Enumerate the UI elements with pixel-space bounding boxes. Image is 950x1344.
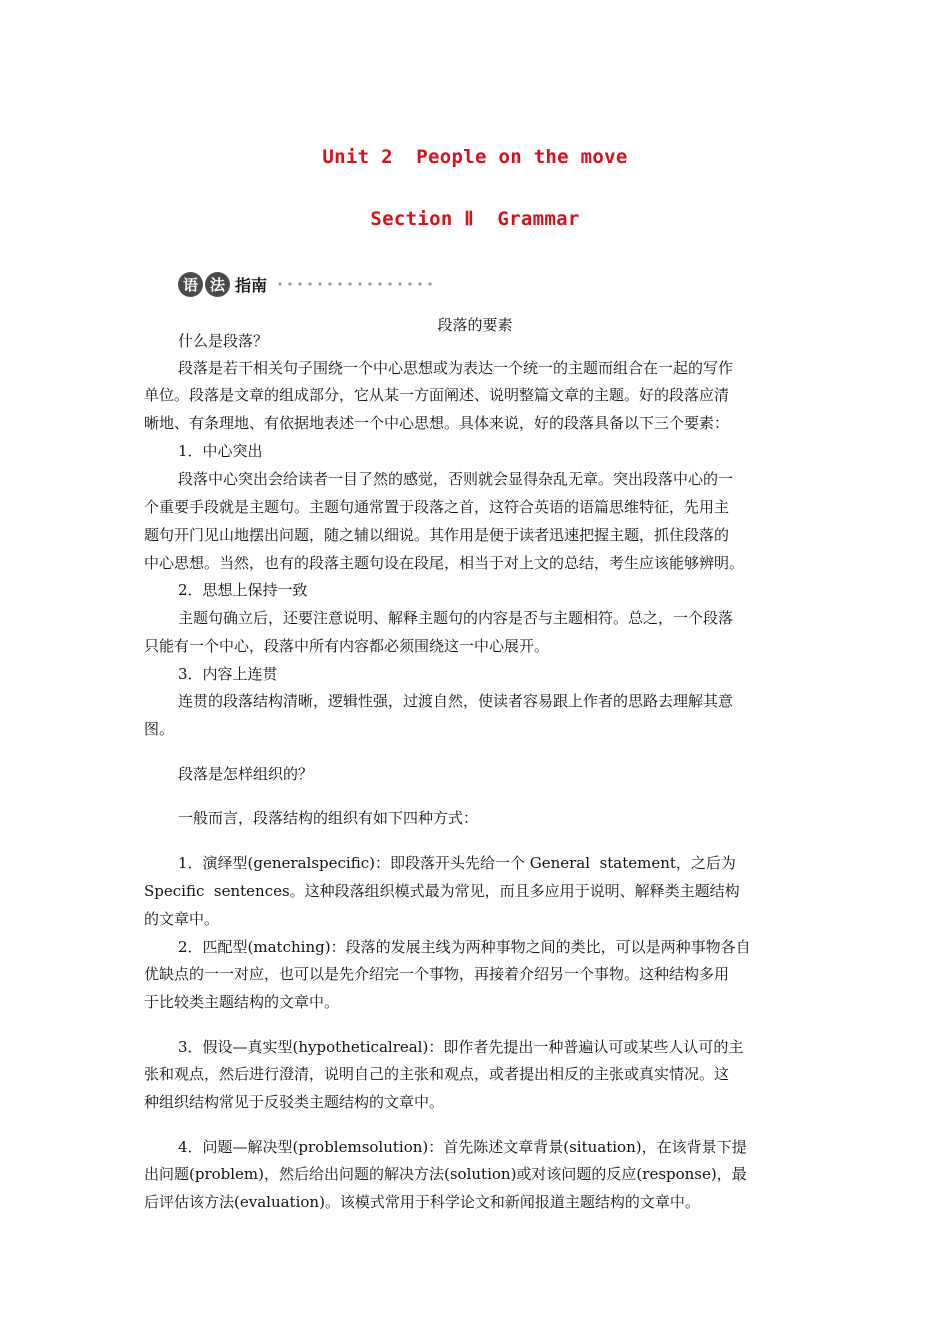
para-line: 连贯的段落结构清晰，逻辑性强，过渡自然，使读者容易跟上作者的思路去理解其意 bbox=[178, 692, 734, 710]
method-3-line: 3．假设—真实型(hypotheticalreal)：即作者先提出一种普遍认可或某些人认可的主 bbox=[178, 1038, 744, 1056]
method-1-line: Specific sentences。这种段落组织模式最为常见，而且多应用于说明、解释类主题结构 bbox=[144, 882, 740, 900]
badge-circle-1: 语 bbox=[178, 272, 203, 297]
para-line: 图。 bbox=[144, 720, 175, 738]
method-1-line: 1．演绎型(generalspecific)：即段落开头先给一个 General statement，之后为 bbox=[178, 854, 736, 872]
para-line: 只能有一个中心，段落中所有内容都必须围绕这一中心展开。 bbox=[144, 637, 550, 655]
method-3-line: 张和观点，然后进行澄清，说明自己的主张和观点，或者提出相反的主张或真实情况。这 bbox=[144, 1065, 730, 1083]
subheading-1: 1．中心突出 bbox=[178, 442, 263, 460]
dotted-divider bbox=[275, 280, 435, 288]
method-4-line: 4．问题—解决型(problemsolution)：首先陈述文章背景(situation)，在该背景下提 bbox=[178, 1138, 747, 1156]
para-line: 段落中心突出会给读者一目了然的感觉，否则就会显得杂乱无章。突出段落中心的一 bbox=[178, 470, 734, 488]
question-how-organized: 段落是怎样组织的？ bbox=[178, 765, 314, 783]
badge-circle-2: 法 bbox=[205, 272, 230, 297]
para-line: 中心思想。当然，也有的段落主题句设在段尾，相当于对上文的总结，考生应该能够辨明。 bbox=[144, 554, 745, 572]
section-title: Section Ⅱ Grammar bbox=[370, 208, 580, 230]
para-line: 个重要手段就是主题句。主题句通常置于段落之首，这符合英语的语篇思维特征，先用主 bbox=[144, 498, 730, 516]
grammar-guide-badge bbox=[178, 270, 435, 298]
section-heading: 段落的要素 bbox=[437, 316, 513, 334]
para-line: 题句开门见山地摆出问题，随之辅以细说。其作用是便于读者迅速把握主题，抓住段落的 bbox=[144, 526, 730, 544]
unit-title: Unit 2 People on the move bbox=[322, 146, 628, 168]
method-2-line: 于比较类主题结构的文章中。 bbox=[144, 993, 340, 1011]
method-4-line: 出问题(problem)，然后给出问题的解决方法(solution)或对该问题的反应(response)，最 bbox=[144, 1165, 747, 1183]
para-line: 一般而言，段落结构的组织有如下四种方式： bbox=[178, 809, 479, 827]
subheading-3: 3．内容上连贯 bbox=[178, 665, 278, 683]
para-line: 主题句确立后，还要注意说明、解释主题句的内容是否与主题相符。总之，一个段落 bbox=[178, 609, 734, 627]
badge-label: 指南 bbox=[235, 275, 268, 295]
method-1-line: 的文章中。 bbox=[144, 910, 220, 928]
para-line: 单位。段落是文章的组成部分，它从某一方面阐述、说明整篇文章的主题。好的段落应清 bbox=[144, 386, 730, 404]
method-2-line: 2．匹配型(matching)：段落的发展主线为两种事物之间的类比，可以是两种事物各自 bbox=[178, 938, 751, 956]
question-what-is-paragraph: 什么是段落？ bbox=[178, 332, 269, 350]
method-3-line: 种组织结构常见于反驳类主题结构的文章中。 bbox=[144, 1093, 445, 1111]
para-line: 晰地、有条理地、有依据地表述一个中心思想。具体来说，好的段落具备以下三个要素： bbox=[144, 414, 730, 432]
method-2-line: 优缺点的一一对应，也可以是先介绍完一个事物，再接着介绍另一个事物。这种结构多用 bbox=[144, 965, 730, 983]
method-4-line: 后评估该方法(evaluation)。该模式常用于科学论文和新闻报道主题结构的文章中。 bbox=[144, 1193, 700, 1211]
subheading-2: 2．思想上保持一致 bbox=[178, 581, 308, 599]
para-line: 段落是若干相关句子围绕一个中心思想或为表达一个统一的主题而组合在一起的写作 bbox=[178, 359, 734, 377]
